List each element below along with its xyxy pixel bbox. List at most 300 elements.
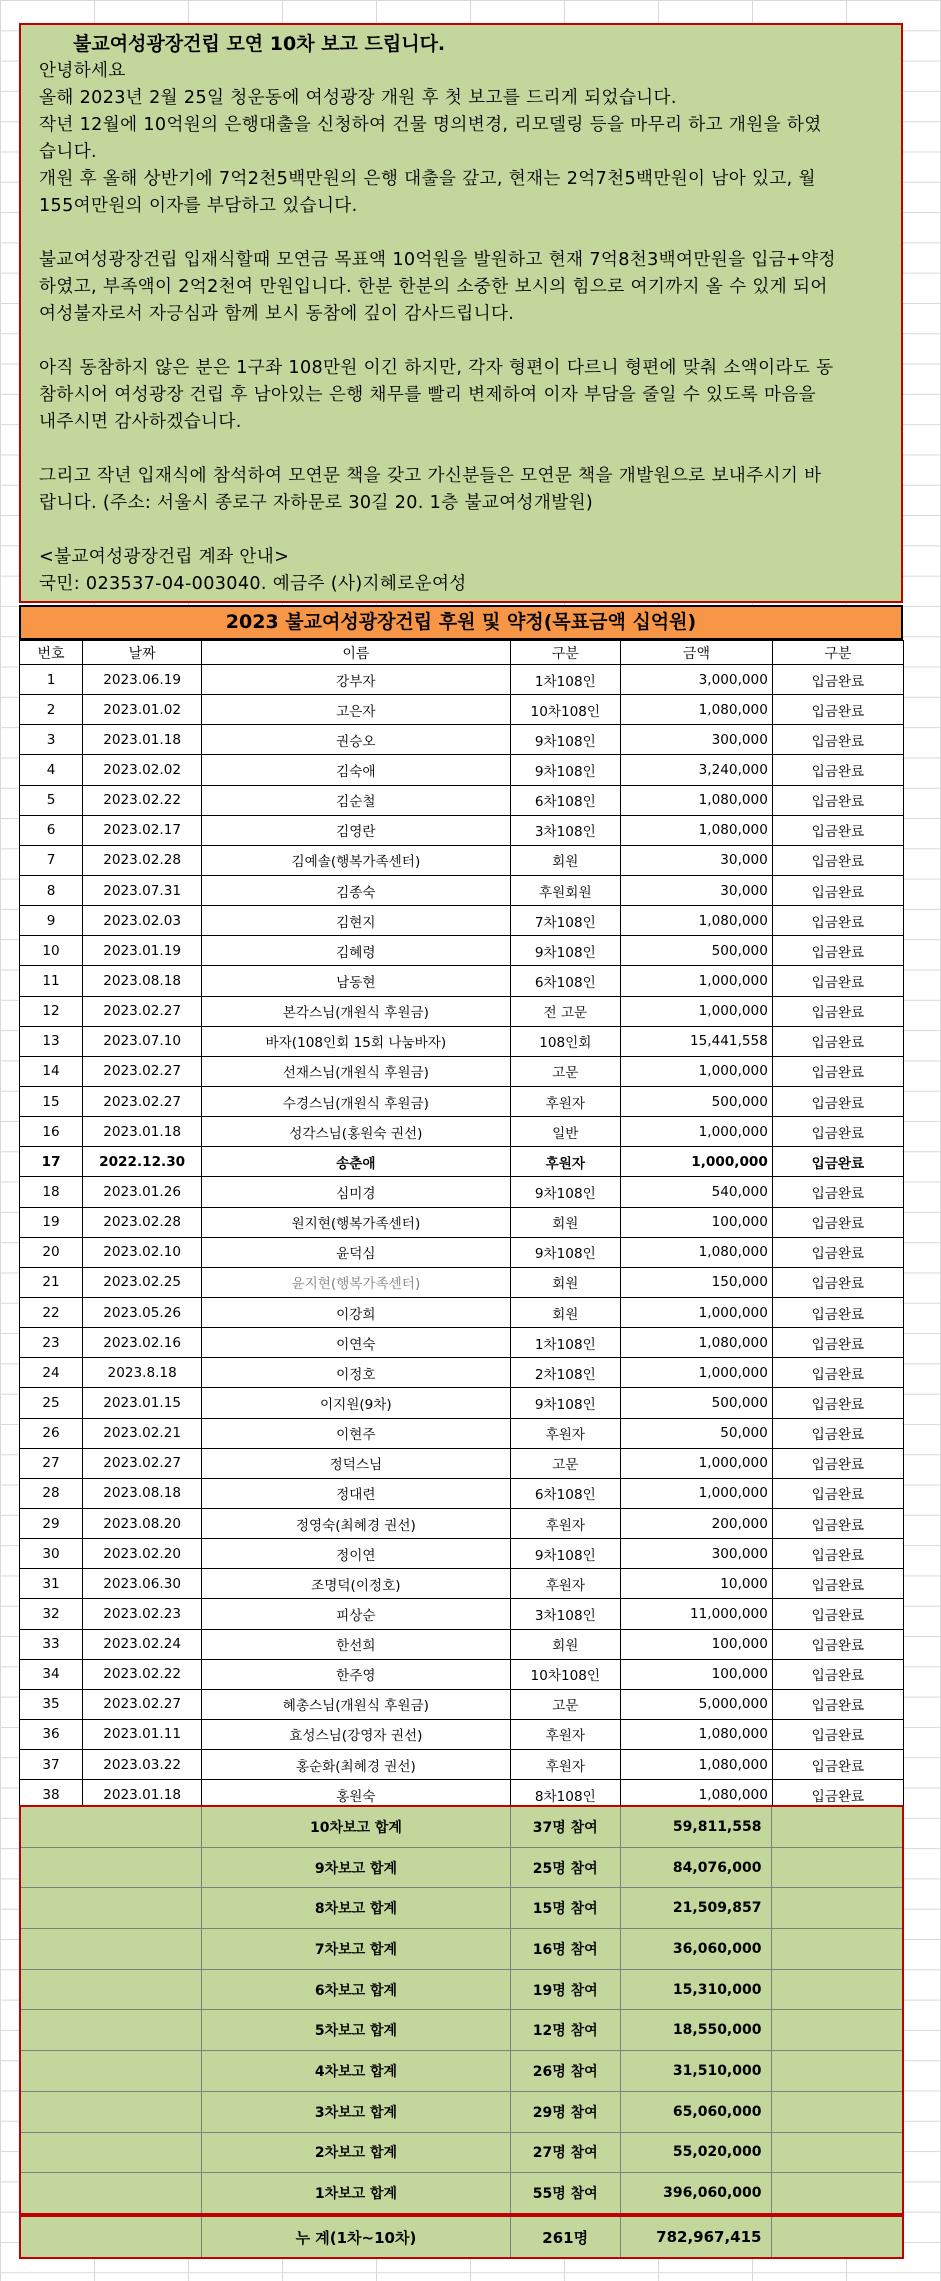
row-amount[interactable]: 540,000	[621, 1177, 773, 1207]
row-date[interactable]: 2023.01.11	[83, 1719, 202, 1749]
total-blank-cell[interactable]	[20, 2132, 202, 2173]
row-name[interactable]: 이강희	[202, 1297, 510, 1327]
row-name[interactable]: 정영숙(최혜경 권선)	[202, 1508, 510, 1538]
row-status[interactable]: 입금완료	[772, 1719, 903, 1749]
row-number[interactable]: 24	[20, 1358, 83, 1388]
row-date[interactable]: 2023.02.17	[83, 815, 202, 845]
row-name[interactable]: 이현주	[202, 1418, 510, 1448]
row-date[interactable]: 2023.06.30	[83, 1569, 202, 1599]
row-amount[interactable]: 500,000	[621, 936, 773, 966]
cumulative-amount[interactable]: 782,967,415	[620, 2216, 772, 2258]
total-label[interactable]: 10차보고 합계	[202, 1806, 510, 1847]
row-type[interactable]: 회원	[510, 1629, 621, 1659]
row-date[interactable]: 2023.02.02	[83, 755, 202, 785]
total-blank-cell[interactable]	[20, 2173, 202, 2214]
row-number[interactable]: 34	[20, 1659, 83, 1689]
total-blank-cell[interactable]	[20, 1847, 202, 1888]
row-type[interactable]: 일반	[510, 1117, 621, 1147]
row-name[interactable]: 김혜령	[202, 936, 510, 966]
row-amount[interactable]: 30,000	[621, 875, 773, 905]
total-row	[20, 1888, 903, 1929]
row-number[interactable]: 35	[20, 1689, 83, 1719]
total-count[interactable]: 19명 참여	[510, 1969, 620, 2010]
row-amount[interactable]: 150,000	[621, 1267, 773, 1297]
header-amount[interactable]: 금액	[621, 641, 773, 665]
total-label[interactable]: 4차보고 합계	[202, 2051, 510, 2092]
row-number[interactable]: 26	[20, 1418, 83, 1448]
row-number[interactable]: 17	[20, 1147, 83, 1177]
row-type[interactable]: 3차108인	[510, 1599, 621, 1629]
row-type[interactable]: 후원자	[510, 1750, 621, 1780]
row-number[interactable]: 36	[20, 1719, 83, 1749]
row-name[interactable]: 이지원(9차)	[202, 1388, 510, 1418]
row-status[interactable]: 입금완료	[772, 1599, 903, 1629]
row-type[interactable]: 회원	[510, 845, 621, 875]
row-amount[interactable]: 1,080,000	[621, 695, 773, 725]
cumulative-blank-cell[interactable]	[20, 2216, 202, 2258]
row-date[interactable]: 2023.02.22	[83, 1659, 202, 1689]
row-type[interactable]: 고문	[510, 1689, 621, 1719]
row-number[interactable]: 14	[20, 1056, 83, 1086]
row-date[interactable]: 2022.12.30	[83, 1147, 202, 1177]
row-number[interactable]: 2	[20, 695, 83, 725]
row-number[interactable]: 4	[20, 755, 83, 785]
row-status[interactable]: 입금완료	[772, 996, 903, 1026]
row-name[interactable]: 고은자	[202, 695, 510, 725]
row-name[interactable]: 혜총스님(개원식 후원금)	[202, 1689, 510, 1719]
row-number[interactable]: 27	[20, 1448, 83, 1478]
row-date[interactable]: 2023.07.10	[83, 1026, 202, 1056]
total-count[interactable]: 16명 참여	[510, 1929, 620, 1970]
table-row	[20, 1207, 904, 1237]
row-status[interactable]: 입금완료	[772, 725, 903, 755]
row-date[interactable]: 2023.01.02	[83, 695, 202, 725]
row-date[interactable]: 2023.06.19	[83, 665, 202, 695]
total-count[interactable]: 27명 참여	[510, 2132, 620, 2173]
row-date[interactable]: 2023.02.20	[83, 1539, 202, 1569]
table-row	[20, 1177, 904, 1207]
notice-line: 올해 2023년 2월 25일 청운동에 여성광장 개원 후 첫 보고를 드리게 되었습니다.	[39, 88, 677, 108]
row-type[interactable]: 7차108인	[510, 906, 621, 936]
row-name[interactable]: 남동현	[202, 966, 510, 996]
row-number[interactable]: 23	[20, 1328, 83, 1358]
total-label[interactable]: 7차보고 합계	[202, 1929, 510, 1970]
row-type[interactable]: 회원	[510, 1267, 621, 1297]
row-number[interactable]: 19	[20, 1207, 83, 1237]
row-number[interactable]: 32	[20, 1599, 83, 1629]
row-date[interactable]: 2023.07.31	[83, 875, 202, 905]
total-amount[interactable]: 65,060,000	[620, 2091, 772, 2132]
row-amount[interactable]: 1,000,000	[621, 1448, 773, 1478]
row-type[interactable]: 후원자	[510, 1086, 621, 1116]
row-type[interactable]: 6차108인	[510, 1478, 621, 1508]
row-type[interactable]: 9차108인	[510, 1237, 621, 1267]
total-count[interactable]: 55명 참여	[510, 2173, 620, 2214]
row-status[interactable]: 입금완료	[772, 845, 903, 875]
row-name[interactable]: 홍순화(최혜경 권선)	[202, 1750, 510, 1780]
total-empty-cell[interactable]	[772, 1929, 903, 1970]
total-empty-cell[interactable]	[772, 2173, 903, 2214]
row-type[interactable]: 후원자	[510, 1508, 621, 1538]
row-date[interactable]: 2023.01.18	[83, 725, 202, 755]
row-amount[interactable]: 300,000	[621, 1539, 773, 1569]
row-amount[interactable]: 1,080,000	[621, 1780, 773, 1810]
row-type[interactable]: 고문	[510, 1056, 621, 1086]
total-blank-cell[interactable]	[20, 1969, 202, 2010]
row-date[interactable]: 2023.02.10	[83, 1237, 202, 1267]
row-number[interactable]: 22	[20, 1297, 83, 1327]
row-number[interactable]: 11	[20, 966, 83, 996]
total-empty-cell[interactable]	[772, 2091, 903, 2132]
row-name[interactable]: 김현지	[202, 906, 510, 936]
row-date[interactable]: 2023.02.27	[83, 996, 202, 1026]
row-type[interactable]: 3차108인	[510, 815, 621, 845]
row-number[interactable]: 13	[20, 1026, 83, 1056]
row-number[interactable]: 12	[20, 996, 83, 1026]
table-row	[20, 1569, 904, 1599]
row-amount[interactable]: 100,000	[621, 1207, 773, 1237]
row-amount[interactable]: 30,000	[621, 845, 773, 875]
row-status[interactable]: 입금완료	[772, 755, 903, 785]
row-name[interactable]: 성각스님(홍원숙 권선)	[202, 1117, 510, 1147]
total-label[interactable]: 9차보고 합계	[202, 1847, 510, 1888]
notice-title: 불교여성광장건립 모연 10차 보고 드립니다.	[73, 33, 446, 55]
row-date[interactable]: 2023.02.28	[83, 1207, 202, 1237]
row-name[interactable]: 권승오	[202, 725, 510, 755]
row-type[interactable]: 6차108인	[510, 966, 621, 996]
row-date[interactable]: 2023.8.18	[83, 1358, 202, 1388]
total-label[interactable]: 6차보고 합계	[202, 1969, 510, 2010]
row-number[interactable]: 25	[20, 1388, 83, 1418]
row-type[interactable]: 회원	[510, 1207, 621, 1237]
total-count[interactable]: 29명 참여	[510, 2091, 620, 2132]
row-date[interactable]: 2023.02.22	[83, 785, 202, 815]
row-date[interactable]: 2023.08.20	[83, 1508, 202, 1538]
row-status[interactable]: 입금완료	[772, 1117, 903, 1147]
row-status[interactable]: 입금완료	[772, 1508, 903, 1538]
total-blank-cell[interactable]	[20, 1888, 202, 1929]
total-label[interactable]: 2차보고 합계	[202, 2132, 510, 2173]
total-amount[interactable]: 15,310,000	[620, 1969, 772, 2010]
row-number[interactable]: 15	[20, 1086, 83, 1116]
row-name[interactable]: 효성스님(강영자 권선)	[202, 1719, 510, 1749]
row-name[interactable]: 홍원숙	[202, 1780, 510, 1810]
row-name[interactable]: 원지현(행복가족센터)	[202, 1207, 510, 1237]
row-date[interactable]: 2023.02.25	[83, 1267, 202, 1297]
row-amount[interactable]: 1,080,000	[621, 1750, 773, 1780]
row-name[interactable]: 김영란	[202, 815, 510, 845]
row-date[interactable]: 2023.02.27	[83, 1689, 202, 1719]
row-number[interactable]: 33	[20, 1629, 83, 1659]
row-amount[interactable]: 1,080,000	[621, 815, 773, 845]
total-empty-cell[interactable]	[772, 2051, 903, 2092]
row-type[interactable]: 전 고문	[510, 996, 621, 1026]
row-amount[interactable]: 100,000	[621, 1659, 773, 1689]
row-date[interactable]: 2023.02.27	[83, 1056, 202, 1086]
row-amount[interactable]: 1,080,000	[621, 1237, 773, 1267]
row-name[interactable]: 심미경	[202, 1177, 510, 1207]
total-empty-cell[interactable]	[772, 2010, 903, 2051]
row-status[interactable]: 입금완료	[772, 966, 903, 996]
table-row	[20, 1117, 904, 1147]
total-amount[interactable]: 36,060,000	[620, 1929, 772, 1970]
row-name[interactable]: 이정호	[202, 1358, 510, 1388]
row-amount[interactable]: 1,080,000	[621, 1328, 773, 1358]
row-amount[interactable]: 3,000,000	[621, 665, 773, 695]
total-count[interactable]: 25명 참여	[510, 1847, 620, 1888]
row-status[interactable]: 입금완료	[772, 665, 903, 695]
row-type[interactable]: 고문	[510, 1448, 621, 1478]
row-amount[interactable]: 1,000,000	[621, 1147, 773, 1177]
row-name[interactable]: 수경스님(개원식 후원금)	[202, 1086, 510, 1116]
total-label[interactable]: 5차보고 합계	[202, 2010, 510, 2051]
row-status[interactable]: 입금완료	[772, 815, 903, 845]
row-number[interactable]: 7	[20, 845, 83, 875]
row-amount[interactable]: 1,080,000	[621, 906, 773, 936]
row-date[interactable]: 2023.01.18	[83, 1780, 202, 1810]
row-status[interactable]: 입금완료	[772, 1328, 903, 1358]
row-status[interactable]: 입금완료	[772, 1147, 903, 1177]
row-type[interactable]: 후원자	[510, 1418, 621, 1448]
row-status[interactable]: 입금완료	[772, 936, 903, 966]
total-empty-cell[interactable]	[772, 1847, 903, 1888]
row-amount[interactable]: 1,000,000	[621, 1297, 773, 1327]
row-amount[interactable]: 300,000	[621, 725, 773, 755]
total-amount[interactable]: 31,510,000	[620, 2051, 772, 2092]
total-count[interactable]: 37명 참여	[510, 1806, 620, 1847]
row-amount[interactable]: 10,000	[621, 1569, 773, 1599]
total-amount[interactable]: 18,550,000	[620, 2010, 772, 2051]
row-number[interactable]: 9	[20, 906, 83, 936]
row-type[interactable]: 8차108인	[510, 1780, 621, 1810]
row-number[interactable]: 21	[20, 1267, 83, 1297]
row-type[interactable]: 9차108인	[510, 1177, 621, 1207]
total-amount[interactable]: 396,060,000	[620, 2173, 772, 2214]
row-name[interactable]: 이연숙	[202, 1328, 510, 1358]
row-status[interactable]: 입금완료	[772, 1358, 903, 1388]
row-status[interactable]: 입금완료	[772, 1267, 903, 1297]
row-amount[interactable]: 1,000,000	[621, 1478, 773, 1508]
row-type[interactable]: 108인회	[510, 1026, 621, 1056]
row-date[interactable]: 2023.02.03	[83, 906, 202, 936]
row-number[interactable]: 10	[20, 936, 83, 966]
row-date[interactable]: 2023.01.19	[83, 936, 202, 966]
row-status[interactable]: 입금완료	[772, 695, 903, 725]
row-name[interactable]: 김종숙	[202, 875, 510, 905]
row-name[interactable]: 피상순	[202, 1599, 510, 1629]
row-status[interactable]: 입금완료	[772, 1780, 903, 1810]
row-type[interactable]: 9차108인	[510, 725, 621, 755]
total-amount[interactable]: 55,020,000	[620, 2132, 772, 2173]
row-amount[interactable]: 500,000	[621, 1388, 773, 1418]
row-name[interactable]: 김예솔(행복가족센터)	[202, 845, 510, 875]
total-count[interactable]: 26명 참여	[510, 2051, 620, 2092]
table-row	[20, 1478, 904, 1508]
table-row	[20, 815, 904, 845]
row-type[interactable]: 2차108인	[510, 1358, 621, 1388]
row-name[interactable]: 김순철	[202, 785, 510, 815]
row-date[interactable]: 2023.02.27	[83, 1086, 202, 1116]
total-amount[interactable]: 84,076,000	[620, 1847, 772, 1888]
row-type[interactable]: 후원자	[510, 1569, 621, 1599]
row-status[interactable]: 입금완료	[772, 1659, 903, 1689]
table-row	[20, 875, 904, 905]
row-status[interactable]: 입금완료	[772, 1056, 903, 1086]
row-type[interactable]: 6차108인	[510, 785, 621, 815]
row-date[interactable]: 2023.02.24	[83, 1629, 202, 1659]
total-label[interactable]: 3차보고 합계	[202, 2091, 510, 2132]
row-number[interactable]: 16	[20, 1117, 83, 1147]
row-amount[interactable]: 50,000	[621, 1418, 773, 1448]
row-status[interactable]: 입금완료	[772, 1388, 903, 1418]
row-date[interactable]: 2023.02.21	[83, 1418, 202, 1448]
row-date[interactable]: 2023.02.28	[83, 845, 202, 875]
total-amount[interactable]: 59,811,558	[620, 1806, 772, 1847]
row-amount[interactable]: 500,000	[621, 1086, 773, 1116]
row-date[interactable]: 2023.01.18	[83, 1117, 202, 1147]
row-date[interactable]: 2023.02.16	[83, 1328, 202, 1358]
row-type[interactable]: 회원	[510, 1297, 621, 1327]
total-count[interactable]: 12명 참여	[510, 2010, 620, 2051]
header-status[interactable]: 구분	[772, 641, 903, 665]
row-name[interactable]: 송춘애	[202, 1147, 510, 1177]
row-number[interactable]: 8	[20, 875, 83, 905]
row-name[interactable]: 정덕스님	[202, 1448, 510, 1478]
row-amount[interactable]: 1,000,000	[621, 1358, 773, 1388]
row-status[interactable]: 입금완료	[772, 1026, 903, 1056]
header-number[interactable]: 번호	[20, 641, 83, 665]
row-status[interactable]: 입금완료	[772, 1086, 903, 1116]
row-type[interactable]: 9차108인	[510, 755, 621, 785]
row-status[interactable]: 입금완료	[772, 1750, 903, 1780]
total-label[interactable]: 8차보고 합계	[202, 1888, 510, 1929]
row-amount[interactable]: 1,000,000	[621, 996, 773, 1026]
header-type[interactable]: 구분	[510, 641, 621, 665]
row-type[interactable]: 후원자	[510, 1719, 621, 1749]
row-type[interactable]: 9차108인	[510, 936, 621, 966]
row-type[interactable]: 9차108인	[510, 1388, 621, 1418]
row-name[interactable]: 김숙애	[202, 755, 510, 785]
row-status[interactable]: 입금완료	[772, 1569, 903, 1599]
total-empty-cell[interactable]	[772, 1969, 903, 2010]
total-label[interactable]: 1차보고 합계	[202, 2173, 510, 2214]
row-name[interactable]: 본각스님(개원식 후원금)	[202, 996, 510, 1026]
cumulative-count[interactable]: 261명	[510, 2216, 620, 2258]
row-amount[interactable]: 1,000,000	[621, 966, 773, 996]
row-amount[interactable]: 11,000,000	[621, 1599, 773, 1629]
row-name[interactable]: 한주영	[202, 1659, 510, 1689]
row-date[interactable]: 2023.05.26	[83, 1297, 202, 1327]
row-type[interactable]: 후원자	[510, 1147, 621, 1177]
total-empty-cell[interactable]	[772, 2132, 903, 2173]
row-status[interactable]: 입금완료	[772, 875, 903, 905]
row-status[interactable]: 입금완료	[772, 1539, 903, 1569]
row-name[interactable]: 조명덕(이정호)	[202, 1569, 510, 1599]
row-date[interactable]: 2023.02.23	[83, 1599, 202, 1629]
row-status[interactable]: 입금완료	[772, 1207, 903, 1237]
row-number[interactable]: 5	[20, 785, 83, 815]
row-type[interactable]: 10차108인	[510, 1659, 621, 1689]
row-status[interactable]: 입금완료	[772, 1177, 903, 1207]
row-name[interactable]: 강부자	[202, 665, 510, 695]
row-date[interactable]: 2023.01.15	[83, 1388, 202, 1418]
total-blank-cell[interactable]	[20, 2091, 202, 2132]
cumulative-empty-cell[interactable]	[772, 2216, 903, 2258]
row-status[interactable]: 입금완료	[772, 1418, 903, 1448]
row-amount[interactable]: 5,000,000	[621, 1689, 773, 1719]
row-number[interactable]: 18	[20, 1177, 83, 1207]
total-blank-cell[interactable]	[20, 1806, 202, 1847]
row-status[interactable]: 입금완료	[772, 1478, 903, 1508]
row-date[interactable]: 2023.02.27	[83, 1448, 202, 1478]
total-empty-cell[interactable]	[772, 1888, 903, 1929]
row-amount[interactable]: 1,000,000	[621, 1117, 773, 1147]
total-blank-cell[interactable]	[20, 2051, 202, 2092]
row-type[interactable]: 1차108인	[510, 1328, 621, 1358]
row-date[interactable]: 2023.03.22	[83, 1750, 202, 1780]
row-name[interactable]: 정대련	[202, 1478, 510, 1508]
row-number[interactable]: 38	[20, 1780, 83, 1810]
row-name[interactable]: 정이연	[202, 1539, 510, 1569]
row-amount[interactable]: 3,240,000	[621, 755, 773, 785]
cumulative-label[interactable]: 누 계(1차~10차)	[202, 2216, 510, 2258]
total-amount[interactable]: 21,509,857	[620, 1888, 772, 1929]
row-status[interactable]: 입금완료	[772, 906, 903, 936]
row-name[interactable]: 윤덕심	[202, 1237, 510, 1267]
row-date[interactable]: 2023.01.26	[83, 1177, 202, 1207]
row-number[interactable]: 30	[20, 1539, 83, 1569]
row-number[interactable]: 1	[20, 665, 83, 695]
total-blank-cell[interactable]	[20, 2010, 202, 2051]
row-type[interactable]: 후원회원	[510, 875, 621, 905]
total-empty-cell[interactable]	[772, 1806, 903, 1847]
row-name[interactable]: 윤지현(행복가족센터)	[202, 1267, 510, 1297]
row-type[interactable]: 9차108인	[510, 1539, 621, 1569]
row-number[interactable]: 37	[20, 1750, 83, 1780]
row-status[interactable]: 입금완료	[772, 1237, 903, 1267]
row-status[interactable]: 입금완료	[772, 1629, 903, 1659]
row-type[interactable]: 10차108인	[510, 695, 621, 725]
header-name[interactable]: 이름	[202, 641, 510, 665]
row-status[interactable]: 입금완료	[772, 1448, 903, 1478]
row-name[interactable]: 바자(108인회 15회 나눔바자)	[202, 1026, 510, 1056]
row-number[interactable]: 20	[20, 1237, 83, 1267]
row-amount[interactable]: 100,000	[621, 1629, 773, 1659]
row-name[interactable]: 한선희	[202, 1629, 510, 1659]
row-number[interactable]: 3	[20, 725, 83, 755]
row-status[interactable]: 입금완료	[772, 1297, 903, 1327]
row-date[interactable]: 2023.08.18	[83, 966, 202, 996]
row-amount[interactable]: 1,000,000	[621, 1056, 773, 1086]
total-blank-cell[interactable]	[20, 1929, 202, 1970]
row-date[interactable]: 2023.08.18	[83, 1478, 202, 1508]
row-amount[interactable]: 1,080,000	[621, 1719, 773, 1749]
table-row	[20, 1358, 904, 1388]
row-name[interactable]: 선재스님(개원식 후원금)	[202, 1056, 510, 1086]
row-status[interactable]: 입금완료	[772, 785, 903, 815]
row-status[interactable]: 입금완료	[772, 1689, 903, 1719]
total-count[interactable]: 15명 참여	[510, 1888, 620, 1929]
row-amount[interactable]: 1,080,000	[621, 785, 773, 815]
row-number[interactable]: 31	[20, 1569, 83, 1599]
header-date[interactable]: 날짜	[83, 641, 202, 665]
row-amount[interactable]: 15,441,558	[621, 1026, 773, 1056]
row-number[interactable]: 29	[20, 1508, 83, 1538]
row-amount[interactable]: 200,000	[621, 1508, 773, 1538]
row-number[interactable]: 6	[20, 815, 83, 845]
row-number[interactable]: 28	[20, 1478, 83, 1508]
row-type[interactable]: 1차108인	[510, 665, 621, 695]
